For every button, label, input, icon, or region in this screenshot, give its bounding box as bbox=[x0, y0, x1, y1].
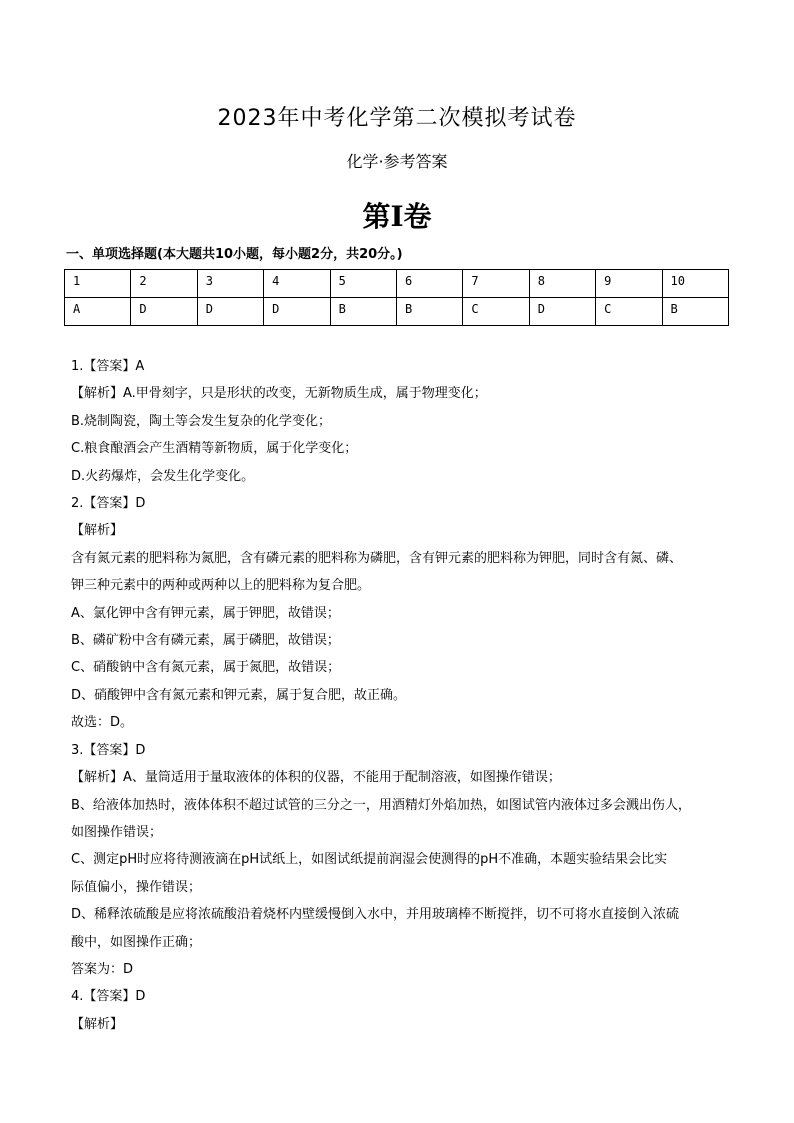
explanation-body bbox=[71, 353, 731, 1038]
answer-cell: C bbox=[596, 298, 662, 326]
body-line: C、测定pH时应将待测液滴在pH试纸上，如图试纸提前润湿会使测得的pH不准确，本题实验结果会比实 bbox=[71, 852, 668, 868]
answer-table-number-row bbox=[65, 270, 729, 298]
answer-table-answer-row bbox=[65, 298, 729, 326]
question-number-cell: 10 bbox=[662, 270, 728, 298]
answer-cell: C bbox=[463, 298, 529, 326]
volume-heading: 第Ⅰ卷 bbox=[362, 200, 432, 233]
answer-cell: D bbox=[529, 298, 595, 326]
body-line: 如图操作错误； bbox=[71, 824, 163, 840]
document-title: 2023年中考化学第二次模拟考试卷 bbox=[217, 106, 577, 131]
body-line: 含有氮元素的肥料称为氮肥，含有磷元素的肥料称为磷肥，含有钾元素的肥料称为钾肥，同时含有氮、磷、 bbox=[71, 550, 683, 566]
answer-cell: D bbox=[131, 298, 197, 326]
document-subtitle: 化学·参考答案 bbox=[346, 152, 448, 171]
question-number-cell: 4 bbox=[264, 270, 330, 298]
body-line: D、硝酸钾中含有氮元素和钾元素，属于复合肥，故正确。 bbox=[71, 687, 407, 703]
body-line: 4.【答案】D bbox=[71, 989, 146, 1005]
answer-table bbox=[64, 269, 729, 326]
body-line: 【解析】A、量筒适用于量取液体的体积的仪器，不能用于配制溶液，如图操作错误； bbox=[71, 770, 561, 786]
question-number-cell: 9 bbox=[596, 270, 662, 298]
body-line: 故选：D。 bbox=[71, 715, 134, 731]
answer-cell: B bbox=[330, 298, 396, 326]
body-line: 答案为：D bbox=[71, 961, 134, 977]
body-line: B、给液体加热时，液体体积不超过试管的三分之一，用酒精灯外焰加热，如图试管内液体过多会溅出伤人， bbox=[71, 797, 691, 813]
body-line: 酸中，如图操作正确； bbox=[71, 934, 202, 950]
body-line: A、氯化钾中含有钾元素，属于钾肥，故错误； bbox=[71, 605, 340, 621]
body-line: 2.【答案】D bbox=[71, 496, 146, 512]
question-number-cell: 6 bbox=[396, 270, 462, 298]
body-line: C.粮食酿酒会产生酒精等新物质，属于化学变化； bbox=[71, 441, 358, 457]
answer-cell: A bbox=[65, 298, 131, 326]
body-line: 钾三种元素中的两种或两种以上的肥料称为复合肥。 bbox=[71, 578, 371, 594]
question-number-cell: 7 bbox=[463, 270, 529, 298]
question-number-cell: 2 bbox=[131, 270, 197, 298]
question-number-cell: 3 bbox=[197, 270, 263, 298]
body-line: D.火药爆炸，会发生化学变化。 bbox=[71, 468, 255, 484]
body-line: B.烧制陶瓷，陶土等会发生复杂的化学变化； bbox=[71, 413, 332, 429]
body-line: 3.【答案】D bbox=[71, 742, 146, 758]
body-line: 【解析】 bbox=[71, 1016, 124, 1032]
body-line: D、稀释浓硫酸是应将浓硫酸沿着烧杯内壁缓慢倒入水中，并用玻璃棒不断搅拌，切不可将水直接倒入浓硫 bbox=[71, 907, 680, 923]
body-line: 【解析】A.甲骨刻字，只是形状的改变，无新物质生成，属于物理变化； bbox=[71, 386, 487, 402]
question-number-cell: 5 bbox=[330, 270, 396, 298]
answer-cell: B bbox=[396, 298, 462, 326]
body-line: B、磷矿粉中含有磷元素，属于磷肥，故错误； bbox=[71, 633, 340, 649]
question-number-cell: 1 bbox=[65, 270, 131, 298]
body-line: 际值偏小，操作错误； bbox=[71, 879, 202, 895]
answer-cell: D bbox=[264, 298, 330, 326]
body-line: 1.【答案】A bbox=[71, 359, 145, 374]
section-heading: 一、单项选择题(本大题共10小题，每小题2分，共20分。) bbox=[66, 247, 403, 262]
answer-cell: B bbox=[662, 298, 728, 326]
question-number-cell: 8 bbox=[529, 270, 595, 298]
body-line: C、硝酸钠中含有氮元素，属于氮肥，故错误； bbox=[71, 660, 341, 676]
answer-cell: D bbox=[197, 298, 263, 326]
body-line: 【解析】 bbox=[71, 523, 124, 539]
